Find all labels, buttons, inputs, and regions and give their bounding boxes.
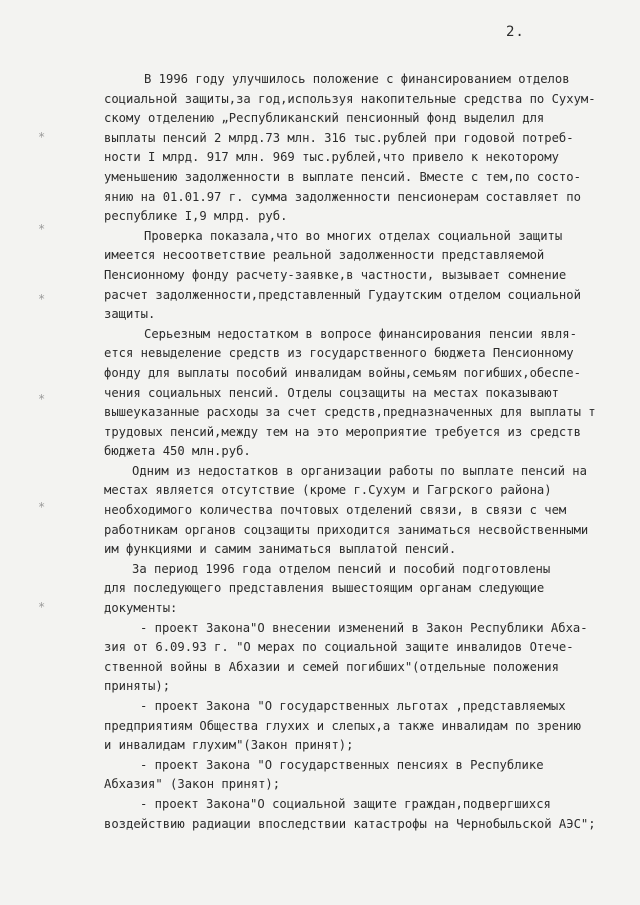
paragraph xyxy=(104,560,616,619)
paragraph xyxy=(104,325,616,462)
document-body xyxy=(104,70,616,834)
text-line: скому отделению „Республиканский пенсионный фонд выделил для xyxy=(104,111,545,126)
text-line: уменьшению задолженности в выплате пенсий. Вместе с тем,по состо- xyxy=(104,169,581,184)
text-line: воздействию радиации впоследствии катастрофы на Чернобыльской АЭС"; xyxy=(104,816,596,831)
paragraph xyxy=(104,462,616,560)
text-line: - проект Закона "О государственных льготах ,представляемых xyxy=(140,699,566,713)
text-line: необходимого количества почтовых отделений связи, в связи с чем xyxy=(104,503,567,518)
text-line: Серьезным недостатком в вопросе финансирования пенсии явля- xyxy=(144,326,577,341)
text-line: предприятиям Общества глухих и слепых,а также инвалидам по зрению xyxy=(104,718,581,733)
text-line: выплаты пенсий 2 млрд.73 млн. 316 тыс.рублей при годовой потреб- xyxy=(104,130,574,145)
text-line: - проект Закона"О социальной защите граждан,подвергшихся xyxy=(140,796,551,811)
paragraph xyxy=(104,795,616,834)
text-line: местах является отсутствие (кроме г.Сухум и Гагрского района) xyxy=(104,483,552,498)
text-line: ственной войны в Абхазии и семей погибших"(отдельные положения xyxy=(104,659,559,674)
text-line: чения социальных пенсий. Отделы соцзащиты на местах показывают xyxy=(104,385,559,400)
margin-mark: * xyxy=(38,600,46,614)
text-line: работникам органов соцзащиты приходится заниматься несвойственными xyxy=(104,522,589,537)
text-line: республике I,9 млрд. руб. xyxy=(104,209,288,224)
text-line: трудовых пенсий,между тем на это мероприятие требуется из средств xyxy=(104,424,581,439)
text-line: бюджета 450 млн.руб. xyxy=(104,444,251,459)
text-line: имеется несоответствие реальной задолженности представляемой xyxy=(104,248,545,263)
text-line: для последующего представления вышестоящим органам следующие xyxy=(104,581,545,596)
text-line: защиты. xyxy=(104,307,156,322)
margin-mark: * xyxy=(38,500,46,514)
margin-mark: * xyxy=(38,130,46,144)
text-line: Абхазия" (Закон принят); xyxy=(104,777,281,792)
page-number: 2. xyxy=(506,24,525,40)
text-line: расчет задолженности,представленный Гудаутским отделом социальной xyxy=(104,287,581,302)
text-line: вышеуказанные расходы за счет средств,предназначенных для выплаты т xyxy=(104,405,596,420)
text-line: зия от 6.09.93 г. "О мерах по социальной защите инвалидов Отече- xyxy=(104,640,574,655)
margin-mark: * xyxy=(38,392,46,406)
text-line: - проект Закона"О внесении изменений в Закон Республики Абха- xyxy=(140,620,588,635)
text-line: За период 1996 года отделом пенсий и пособий подготовлены xyxy=(132,561,551,576)
margin-mark: * xyxy=(38,222,46,236)
text-line: фонду для выплаты пособий инвалидам войны,семьям погибших,обеспе- xyxy=(104,365,581,380)
text-line: приняты); xyxy=(104,679,171,694)
margin-mark: * xyxy=(38,292,46,306)
paragraph xyxy=(104,756,616,795)
paragraph xyxy=(104,70,616,227)
paragraph xyxy=(104,227,616,325)
text-line: и инвалидам глухим"(Закон принят); xyxy=(104,738,354,753)
paragraph xyxy=(104,697,616,756)
text-line: им функциями и самим заниматься выплатой пенсий. xyxy=(104,542,457,557)
text-line: ности I млрд. 917 млн. 969 тыс.рублей,что привело к некоторому xyxy=(104,150,559,165)
text-line: Пенсионному фонду расчету-заявке,в частности, вызывает сомнение xyxy=(104,267,567,282)
text-line: янию на 01.01.97 г. сумма задолженности пенсионерам составляет по xyxy=(104,189,581,204)
text-line: социальной защиты,за год,используя накопительные средства по Сухум- xyxy=(104,91,596,106)
paragraph xyxy=(104,619,616,697)
text-line: В 1996 году улучшилось положение с финансированием отделов xyxy=(144,72,570,86)
text-line: - проект Закона "О государственных пенсиях в Республике xyxy=(140,757,544,772)
text-line: Проверка показала,что во многих отделах социальной защиты xyxy=(144,228,563,243)
text-line: документы: xyxy=(104,601,178,616)
text-line: Одним из недостатков в организации работы по выплате пенсий на xyxy=(132,463,587,478)
text-line: ется невыделение средств из государственного бюджета Пенсионному xyxy=(104,346,574,361)
